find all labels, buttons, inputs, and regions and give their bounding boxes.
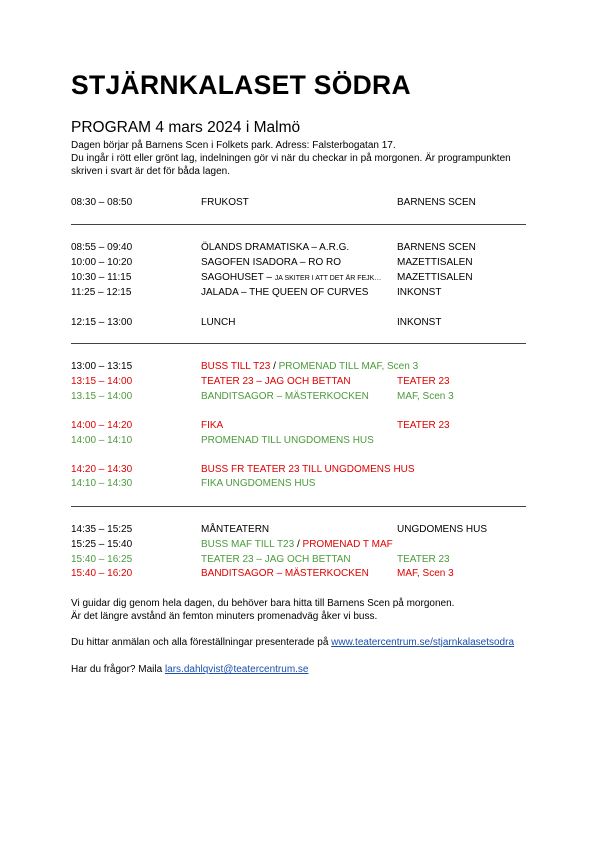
row-event-red: PROMENAD T MAF	[302, 539, 393, 550]
schedule-row	[71, 553, 531, 566]
row-event: LUNCH	[201, 317, 236, 328]
row-time: 15:25 – 15:40	[71, 539, 133, 550]
row-event-sep: /	[270, 361, 279, 372]
row-time: 15:40 – 16:25	[71, 554, 133, 565]
row-event-main: SAGOHUSET –	[201, 272, 275, 283]
row-place: BARNENS SCEN	[397, 242, 476, 253]
row-place: INKONST	[397, 287, 442, 298]
row-place: INKONST	[397, 317, 442, 328]
intro-text	[71, 139, 541, 178]
row-place: MAZETTISALEN	[397, 272, 473, 283]
row-time: 14:10 – 14:30	[71, 478, 133, 489]
intro-line-teams: Du ingår i rött eller grönt lag, indelningen gör vi när du checkar in på morgonen. Är programpunkten skriven i svart är det för båda lagen.	[71, 153, 511, 177]
row-event: FIKA	[201, 420, 224, 431]
row-time: 13:00 – 13:15	[71, 361, 133, 372]
row-event: PROMENAD TILL UNGDOMENS HUS	[201, 435, 374, 446]
row-time: 10:30 – 11:15	[71, 272, 132, 283]
schedule-row	[71, 316, 531, 329]
row-time: 13.15 – 14:00	[71, 391, 133, 402]
section-divider	[71, 506, 526, 507]
footer-contact	[71, 663, 308, 676]
section-divider	[71, 224, 526, 225]
registration-link[interactable]: www.teatercentrum.se/stjarnkalasetsodra	[331, 637, 515, 648]
row-time: 08:55 – 09:40	[71, 242, 133, 253]
schedule-row	[71, 463, 531, 476]
footer-line-guide: Vi guidar dig genom hela dagen, du behöver bara hitta till Barnens Scen på morgonen.	[71, 598, 455, 609]
schedule-row	[71, 271, 531, 284]
row-event: BUSS FR TEATER 23 TILL UNGDOMENS HUS	[201, 464, 415, 475]
row-time: 13:15 – 14:00	[71, 376, 133, 387]
schedule-row	[71, 567, 531, 580]
page-title: STJÄRNKALASET SÖDRA	[71, 70, 411, 100]
row-place: TEATER 23	[397, 554, 450, 565]
row-place: UNGDOMENS HUS	[397, 524, 488, 535]
contact-email-link[interactable]: lars.dahlqvist@teatercentrum.se	[164, 664, 309, 675]
row-event-green: PROMENAD TILL MAF, Scen 3	[278, 361, 419, 372]
schedule-row	[71, 241, 531, 254]
row-time: 11:25 – 12:15	[71, 287, 132, 298]
row-event	[201, 360, 418, 373]
schedule-row	[71, 538, 531, 551]
row-event-green: BUSS MAF TILL T23	[201, 539, 295, 550]
registration-text: Du hittar anmälan och alla föreställningar presenterade på	[71, 637, 332, 648]
row-time: 08:30 – 08:50	[71, 197, 133, 208]
row-time: 14:00 – 14:10	[71, 435, 133, 446]
schedule-row	[71, 360, 531, 373]
row-event: SAGOFEN ISADORA – RO RO	[201, 257, 342, 268]
schedule-row	[71, 523, 531, 536]
intro-line-address: Dagen börjar på Barnens Scen i Folkets park. Adress: Falsterbogatan 17.	[71, 140, 396, 151]
row-place: MAZETTISALEN	[397, 257, 473, 268]
row-place: TEATER 23	[397, 376, 450, 387]
row-place: MAF, Scen 3	[397, 391, 454, 402]
row-event-red: BUSS TILL T23	[201, 361, 271, 372]
schedule-row	[71, 286, 531, 299]
row-time: 12:15 – 13:00	[71, 317, 133, 328]
row-event-sep: /	[294, 539, 303, 550]
row-place: BARNENS SCEN	[397, 197, 476, 208]
schedule-row	[71, 419, 531, 432]
row-event: TEATER 23 – JAG OCH BETTAN	[201, 376, 351, 387]
row-place: MAF, Scen 3	[397, 568, 454, 579]
schedule-row	[71, 256, 531, 269]
program-subtitle: PROGRAM 4 mars 2024 i Malmö	[71, 119, 301, 136]
row-event: MÅNTEATERN	[201, 524, 270, 535]
schedule-row	[71, 477, 531, 490]
row-event: ÖLANDS DRAMATISKA – A.R.G.	[201, 242, 350, 253]
row-event-small: JA SKITER I ATT DET ÄR FEJK…	[274, 275, 382, 282]
row-event: BANDITSAGOR – MÄSTERKOCKEN	[201, 568, 369, 579]
section-divider	[71, 343, 526, 344]
row-event: JALADA – THE QUEEN OF CURVES	[201, 287, 369, 298]
row-event	[201, 538, 393, 551]
row-time: 14:00 – 14:20	[71, 420, 133, 431]
footer-registration	[71, 636, 514, 649]
row-event: TEATER 23 – JAG OCH BETTAN	[201, 554, 351, 565]
contact-text: Har du frågor? Maila	[71, 664, 165, 675]
schedule-row	[71, 390, 531, 403]
row-event	[201, 271, 381, 285]
footer-guidance	[71, 597, 454, 623]
row-event: BANDITSAGOR – MÄSTERKOCKEN	[201, 391, 369, 402]
schedule-row	[71, 196, 531, 209]
row-event: FIKA UNGDOMENS HUS	[201, 478, 316, 489]
row-time: 14:35 – 15:25	[71, 524, 133, 535]
row-event: FRUKOST	[201, 197, 249, 208]
footer-line-bus: Är det längre avstånd än femton minuters promenadväg åker vi buss.	[71, 611, 378, 622]
schedule-row	[71, 375, 531, 388]
row-time: 15:40 – 16:20	[71, 568, 133, 579]
row-time: 14:20 – 14:30	[71, 464, 133, 475]
row-place: TEATER 23	[397, 420, 450, 431]
row-time: 10:00 – 10:20	[71, 257, 133, 268]
schedule-row	[71, 434, 531, 447]
